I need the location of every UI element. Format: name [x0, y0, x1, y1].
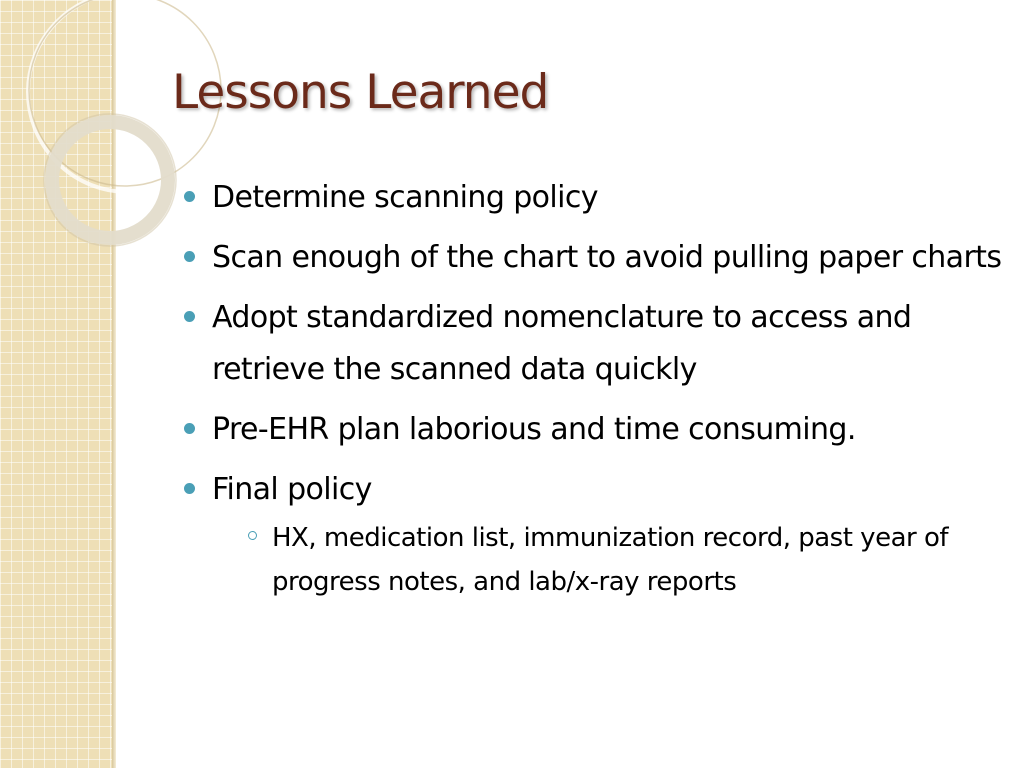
bullet-item: [184, 172, 1004, 224]
bullet-dot-icon: [184, 423, 195, 434]
slide-title: Lessons Learned: [172, 65, 549, 120]
sub-bullet-item: [242, 516, 992, 604]
bullet-text: Scan enough of the chart to avoid pulling paper charts: [212, 240, 1002, 275]
bullet-item: [184, 404, 1004, 456]
bullet-item: [184, 292, 1004, 396]
sub-bullet-text: HX, medication list, immunization record, past year of progress notes, and lab/x-ray reports: [272, 523, 949, 597]
bullet-dot-icon: [184, 191, 195, 202]
bullet-list: [184, 172, 1004, 612]
bullet-dot-icon: [184, 251, 195, 262]
bullet-text: Determine scanning policy: [212, 180, 598, 215]
bullet-dot-icon: [184, 311, 195, 322]
bullet-text: Adopt standardized nomenclature to access and retrieve the scanned data quickly: [212, 300, 912, 387]
bullet-text: Final policy: [212, 472, 372, 507]
sub-bullet-ring-icon: [248, 531, 257, 540]
bullet-dot-icon: [184, 483, 195, 494]
bullet-text: Pre-EHR plan laborious and time consuming.: [212, 412, 856, 447]
bullet-item: [184, 464, 1004, 604]
bullet-item: [184, 232, 1004, 284]
